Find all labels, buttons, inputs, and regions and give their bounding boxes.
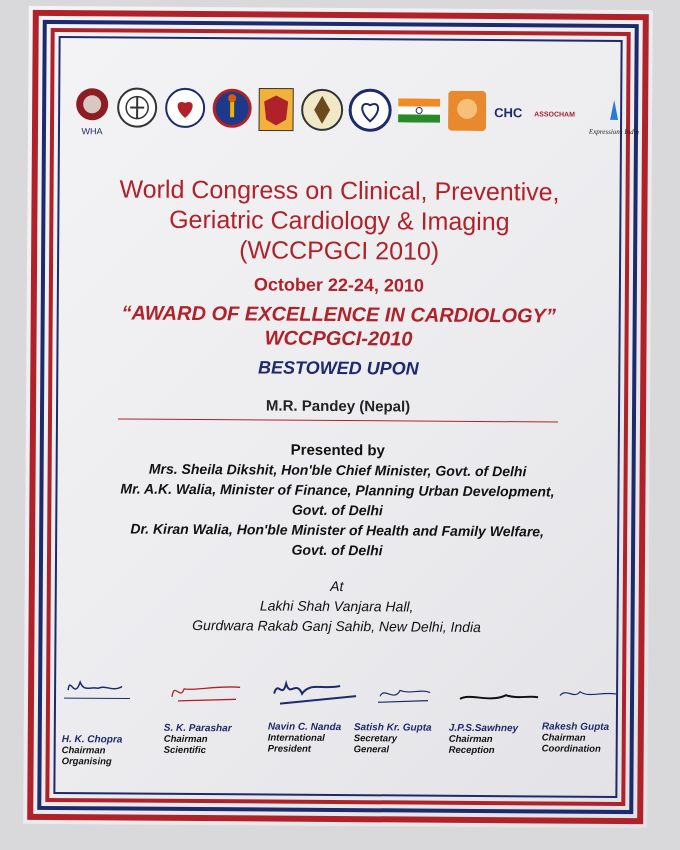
award-title: “AWARD OF EXCELLENCE IN CARDIOLOGY”: [121, 302, 557, 328]
orange-emblem-icon: [448, 91, 486, 131]
certificate: [23, 6, 653, 828]
signatory-role: Chairman: [541, 732, 586, 744]
presented-by-heading: Presented by: [290, 441, 385, 460]
medical-seal-icon: [116, 86, 158, 128]
signatory-role: Organising: [61, 756, 112, 768]
congress-title-line-2: Geriatric Cardiology & Imaging: [169, 205, 510, 237]
expressions-india-logo-icon: [584, 96, 644, 142]
signatory-role: Chairman: [448, 733, 493, 746]
signatory-role: Chairman: [61, 745, 106, 757]
congress-title-line-3: (WCCPGCI 2010): [239, 236, 440, 266]
signatory: [354, 722, 432, 756]
presenter-line: Dr. Kiran Walia, Hon'ble Minister of Health and Family Welfare,: [130, 520, 545, 540]
heart-circle-seal-icon: [348, 88, 392, 132]
signatory: [62, 734, 123, 767]
shield-crest-icon: [258, 87, 294, 131]
signatory-role: International: [267, 732, 325, 744]
wha-label: WHA: [81, 126, 103, 137]
torch-seal-icon: [212, 87, 252, 129]
signatory-role: Chairman: [163, 733, 208, 746]
wha-logo-icon: [72, 86, 112, 138]
signatory-name: Satish Kr. Gupta: [353, 722, 432, 734]
signature-nanda: [274, 684, 356, 705]
signature-parashar: [172, 686, 240, 701]
assocham-label: ASSOCHAM: [534, 111, 575, 119]
chc-logo-icon: [492, 103, 532, 121]
venue-line-1: Lakhi Shah Vanjara Hall,: [259, 597, 414, 615]
signature-satish-gupta: [378, 690, 430, 702]
signatory-role: Coordination: [541, 743, 601, 755]
bestowed-upon: BESTOWED UPON: [257, 357, 419, 379]
event-date: October 22-24, 2010: [253, 274, 425, 296]
signatory-role: Scientific: [163, 744, 206, 757]
signatory: [542, 721, 609, 754]
signature-rakesh-gupta: [560, 692, 616, 696]
armed-forces-seal-icon: [300, 88, 344, 132]
signatory-role: President: [267, 743, 312, 755]
presenter-line: Govt. of Delhi: [291, 541, 383, 559]
signatory-name: H. K. Chopra: [61, 734, 123, 746]
venue-line-2: Gurdwara Rakab Ganj Sahib, New Delhi, India: [192, 616, 481, 636]
chc-label: CHC: [494, 105, 523, 121]
expressions-india-label: Expressions India: [588, 127, 640, 137]
assocham-logo-icon: [534, 105, 586, 121]
signatory: [164, 723, 232, 756]
venue-at: At: [330, 577, 344, 595]
signatory-role: Secretary: [353, 733, 398, 745]
signatory: [268, 722, 342, 756]
heart-seal-icon: [164, 87, 206, 129]
signatory-name: Navin C. Nanda: [267, 721, 342, 734]
signatory-role: Reception: [448, 744, 495, 757]
congress-title-line-1: World Congress on Clinical, Preventive,: [119, 175, 560, 207]
signature-chopra: [68, 682, 122, 690]
presenter-line: Govt. of Delhi: [291, 501, 383, 519]
signatory-name: Rakesh Gupta: [541, 721, 610, 733]
india-flag-icon: [398, 98, 440, 122]
logo-strip: [72, 86, 640, 150]
presenter-line: Mrs. Sheila Dikshit, Hon'ble Chief Minister, Govt. of Delhi: [148, 460, 527, 480]
signatory: [449, 723, 519, 756]
recipient-name: M.R. Pandey (Nepal): [265, 397, 411, 416]
award-subtitle: WCCPGCI-2010: [264, 327, 413, 351]
signatory-name: J.P.S.Sawhney: [448, 722, 519, 735]
signatory-name: S. K. Parashar: [163, 722, 232, 735]
signature-sawhney: [460, 695, 538, 700]
signature-strokes: [60, 670, 620, 714]
signatory-role: General: [353, 744, 390, 756]
presenter-line: Mr. A.K. Walia, Minister of Finance, Planning Urban Development,: [120, 480, 555, 500]
